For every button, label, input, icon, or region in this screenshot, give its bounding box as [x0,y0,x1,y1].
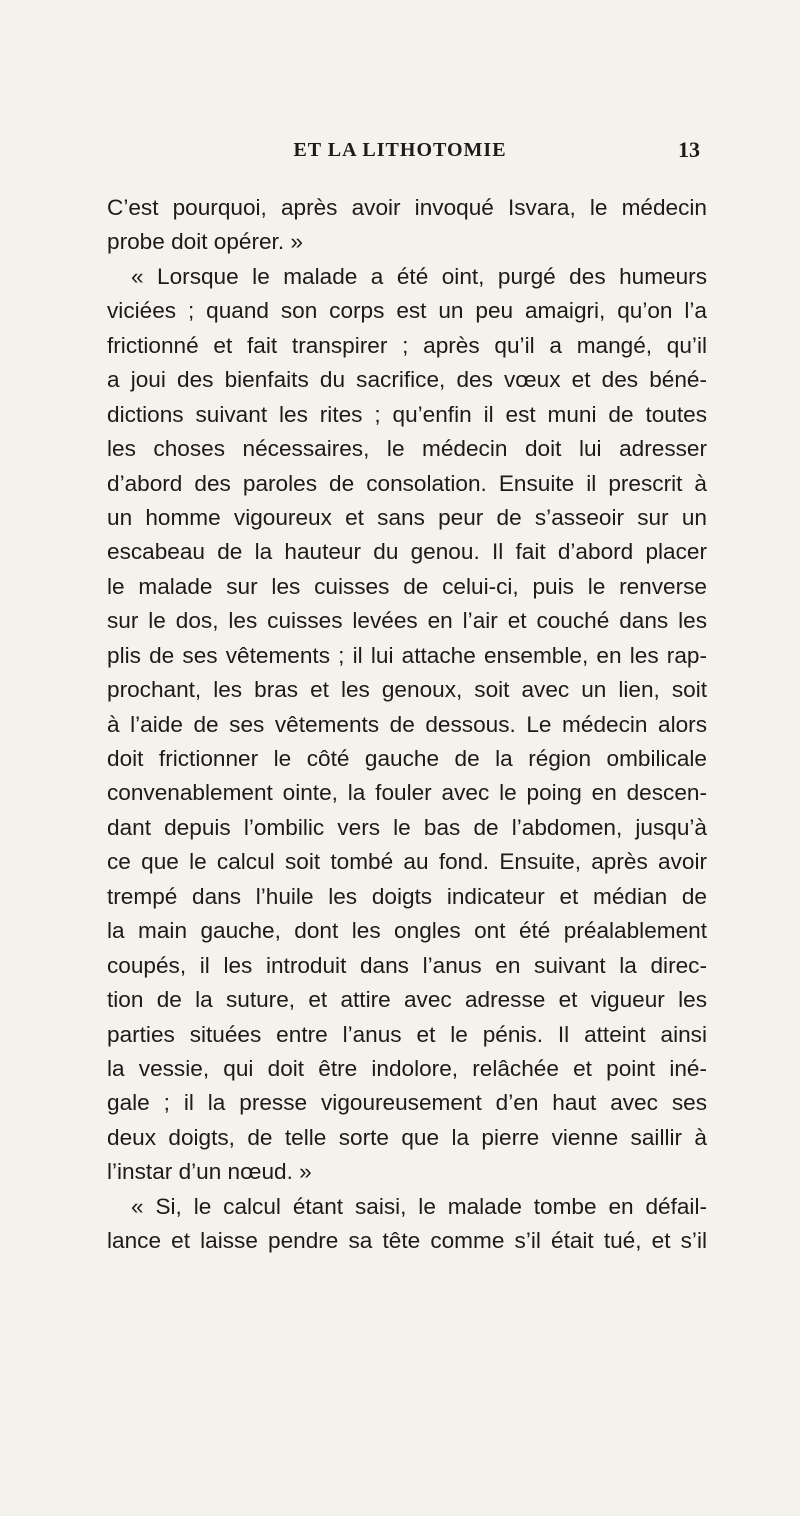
text-line: deux doigts, de telle sorte que la pierre vienne saillir à [107,1124,707,1150]
text-line: probe doit opérer. » [107,229,303,255]
text-line: C’est pourquoi, après avoir invoqué Isvara, le médecin [107,195,707,220]
text-line: « Si, le calcul étant saisi, le malade tombe en défail- [131,1193,707,1219]
text-line: trempé dans l’huile les doigts indicateur et médian de [107,883,707,909]
text-line: a joui des bienfaits du sacrifice, des vœux et des béné- [107,367,707,393]
text-line: à l’aide de ses vêtements de dessous. Le médecin alors [107,711,707,737]
text-line: tion de la suture, et attire avec adresse et vigueur les [107,987,707,1013]
text-line: d’abord des paroles de consolation. Ensuite il prescrit à [107,470,707,496]
text-line: convenablement ointe, la fouler avec le poing en descen- [107,780,707,806]
text-line: les choses nécessaires, le médecin doit lui adresser [107,436,707,462]
text-line: la main gauche, dont les ongles ont été préalablement [107,918,707,944]
text-line: l’instar d’un nœud. » [107,1159,312,1185]
text-line: frictionné et fait transpirer ; après qu’il a mangé, qu’il [107,332,707,358]
running-header [100,135,700,165]
text-line: ce que le calcul soit tombé au fond. Ensuite, après avoir [107,849,707,875]
text-line: dictions suivant les rites ; qu’enfin il est muni de toutes [107,401,707,427]
text-line: gale ; il la presse vigoureusement d’en haut avec ses [107,1090,707,1116]
text-line: viciées ; quand son corps est un peu amaigri, qu’on l’a [107,298,707,324]
text-line: dant depuis l’ombilic vers le bas de l’abdomen, jusqu’à [107,814,707,840]
text-line: lance et laisse pendre sa tête comme s’il était tué, et s’il [107,1228,707,1254]
text-line: doit frictionner le côté gauche de la région ombilicale [107,746,707,771]
text-line: « Lorsque le malade a été oint, purgé des humeurs [131,263,707,289]
body-text [107,191,707,1259]
text-line: prochant, les bras et les genoux, soit avec un lien, soit [107,677,707,703]
page-number: 13 [678,137,700,162]
text-line: plis de ses vêtements ; il lui attache ensemble, en les rap- [107,642,707,668]
text-line: parties situées entre l’anus et le pénis. Il atteint ainsi [107,1021,707,1047]
running-title: ET LA LITHOTOMIE [293,139,507,161]
text-line: le malade sur les cuisses de celui-ci, puis le renverse [107,573,707,599]
text-line: coupés, il les introduit dans l’anus en suivant la direc- [107,952,707,978]
text-line: la vessie, qui doit être indolore, relâchée et point iné- [107,1055,707,1081]
text-line: sur le dos, les cuisses levées en l’air et couché dans les [107,608,707,634]
text-line: un homme vigoureux et sans peur de s’asseoir sur un [107,504,707,530]
text-line: escabeau de la hauteur du genou. Il fait d’abord placer [107,539,707,565]
